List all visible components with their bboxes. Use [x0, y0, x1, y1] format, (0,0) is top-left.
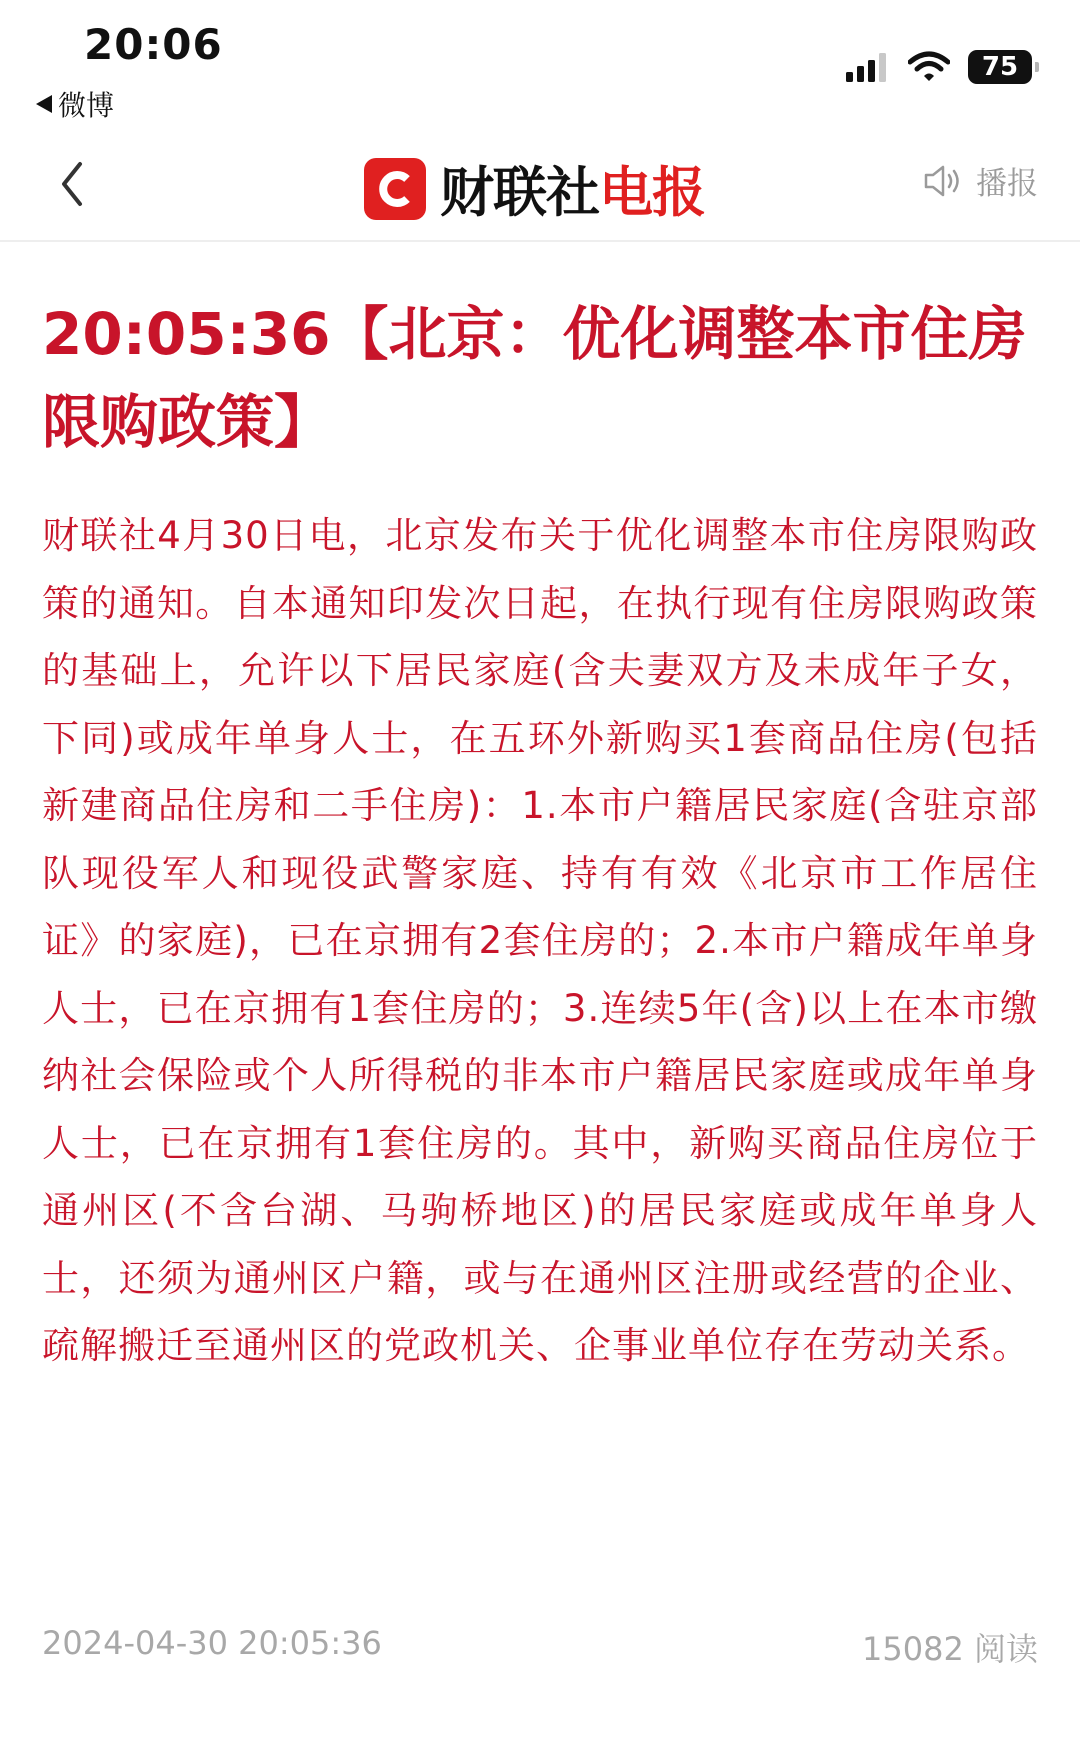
article-datetime: 2024-04-30 20:05:36: [42, 1624, 382, 1662]
logo-text: [440, 150, 705, 227]
article: [42, 290, 1038, 1380]
app-logo: [364, 150, 705, 227]
broadcast-label: 播报: [976, 166, 1038, 202]
status-bar: [0, 0, 1080, 130]
battery-level: 75: [981, 52, 1019, 82]
logo-text-red: 电报: [599, 161, 705, 224]
nav-bar: [0, 130, 1080, 242]
speaker-icon: [922, 163, 966, 199]
back-to-app-link[interactable]: [36, 84, 114, 124]
wifi-icon: [908, 51, 950, 83]
cls-logo-icon: [364, 158, 426, 220]
back-chevron-icon[interactable]: [52, 154, 92, 214]
status-time: 20:06: [84, 20, 223, 69]
cellular-signal-icon: [846, 52, 890, 82]
read-count: 15082 阅读: [862, 1630, 1038, 1668]
article-title: 20:05:36【北京：优化调整本市住房限购政策】: [42, 300, 1027, 456]
broadcast-button[interactable]: [922, 158, 1038, 203]
back-app-label: 微博: [58, 89, 115, 122]
article-body: 财联社4月30日电，北京发布关于优化调整本市住房限购政策的通知。自本通知印发次日起，在执行现有住房限购政策的基础上，允许以下居民家庭(含夫妻双方及未成年子女，下同)或成年单身人士，在五环外新购买1套商品住房(包括新建商品住房和二手住房)：1.本市户籍居民家庭(含驻京部队现役军人和现役武警家庭、持有有效《北京市工作居住证》的家庭)，已在京拥有2套住房的；2.本市户籍成年单身人士，已在京拥有1套住房的；3.连续5年(含)以上在本市缴纳社会保险或个人所得税的非本市户籍居民家庭或成年单身人士，已在京拥有1套住房的。其中，新购买商品住房位于通州区(不含台湖、马驹桥地区)的居民家庭或成年单身人士，还须为通州区户籍，或与在通州区注册或经营的企业、疏解搬迁至通州区的党政机关、企事业单位存在劳动关系。: [42, 514, 1038, 1367]
back-triangle-icon: [36, 95, 52, 113]
status-icons: [846, 50, 1032, 84]
logo-text-black: 财联社: [440, 161, 599, 224]
article-meta: [42, 1624, 1038, 1670]
battery-indicator: [968, 50, 1032, 84]
